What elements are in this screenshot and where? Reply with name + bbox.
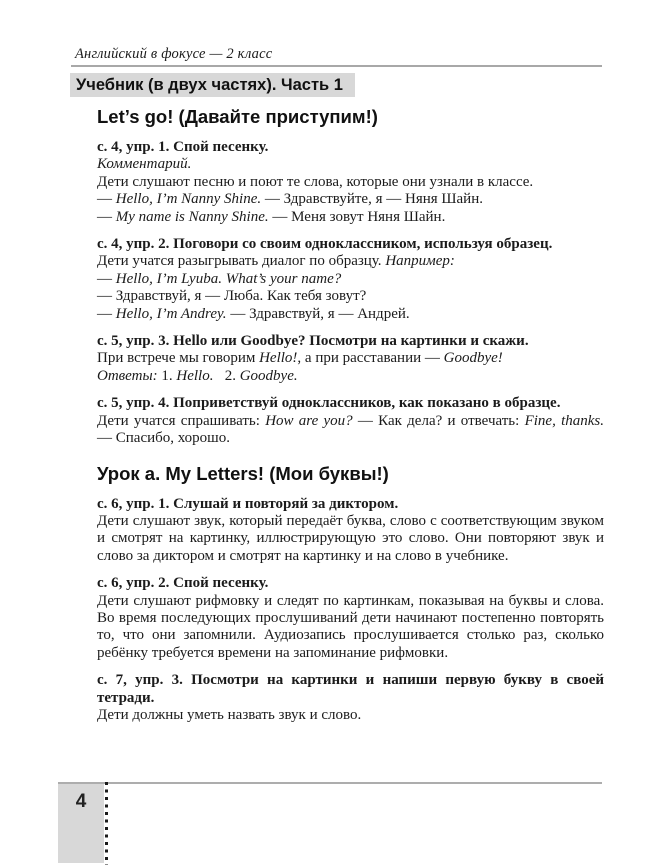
exercise-title: с. 5, упр. 4. Поприветствуй одноклассников, как показано в образце. [97, 395, 561, 412]
text-run: — [97, 270, 116, 287]
exercise-line [97, 368, 604, 385]
page-number: 4 [75, 791, 87, 812]
text-run: Hello! [259, 350, 298, 367]
exercise-title: с. 4, упр. 1. Спой песенку. [97, 139, 269, 155]
text-run: — [97, 305, 116, 322]
text-run: My name is Nanny Shine. [115, 208, 269, 225]
exercise-block [97, 672, 604, 724]
header-rule [71, 65, 602, 67]
exercise-line [97, 513, 604, 565]
exercise-line [97, 288, 604, 305]
text-run: Hello, I’m Nanny Shine. [115, 191, 262, 208]
text-run: Hello, I’m Lyuba. What’s your name? [115, 270, 342, 287]
text-run: — Здравствуй, я — Люба. Как тебя зовут? [97, 288, 367, 305]
exercise-block [97, 496, 604, 566]
text-run: Дети слушают звук, который передаёт буква, слово с соответствующим звуком и смотрят на картинку, иллюстрирующую это слово. Они повторяют звук и слово за диктором и смотрят на картинку и на слово в учебнике. [97, 512, 604, 564]
text-run: 2. [213, 367, 240, 384]
text-run: Дети слушают рифмовку и следят по картинкам, показывая на буквы и слова. Во время последующих прослушиваний дети начинают постепенно повторять то, что они запомнили. Аудиозапись прослушивается столько раз, сколько ребёнку требуется времени на запоминание рифмовки. [97, 592, 604, 661]
footer-rule [58, 782, 602, 784]
text-run: — Спасибо, хорошо. [97, 430, 230, 447]
exercise-line [97, 306, 604, 323]
text-run: — [97, 208, 116, 225]
exercise-line [97, 156, 604, 173]
exercise-block [97, 139, 604, 226]
exercise-line [97, 191, 604, 208]
exercise-block [97, 236, 604, 323]
exercise-title: с. 6, упр. 1. Слушай и повторяй за диктором. [97, 495, 399, 512]
text-run: — [97, 191, 116, 208]
exercise-line [97, 253, 604, 270]
exercise-title: с. 4, упр. 2. Поговори со своим одноклассником, используя образец. [97, 236, 553, 253]
text-run: Ответы: [97, 367, 158, 384]
text-run: Дети учатся разыгрывать диалог по образцу. [97, 253, 386, 270]
text-run: Дети должны уметь назвать звук и слово. [97, 706, 362, 723]
book-title: Учебник (в двух частях). Часть 1 [76, 75, 343, 94]
content-area [97, 106, 604, 734]
text-run: — Здравствуйте, я — Няня Шайн. [261, 191, 483, 208]
text-run: Дети учатся спрашивать: [97, 412, 266, 429]
running-head: Английский в фокусе — 2 класс [75, 46, 273, 62]
text-run: При встрече мы говорим [97, 350, 260, 367]
lesson-heading: Урок a. My Letters! (Мои буквы!) [97, 462, 389, 484]
exercise-title: с. 5, упр. 3. Hello или Goodbye? Посмотри на картинки и скажи. [97, 333, 529, 350]
exercise-line [97, 707, 604, 724]
exercise-block [97, 333, 604, 385]
exercise-line [97, 174, 604, 191]
page-number-box [58, 784, 104, 863]
exercise-line [97, 413, 604, 448]
text-run: — Меня зовут Няня Шайн. [268, 208, 446, 225]
text-run: Hello, I’m Andrey. [115, 305, 227, 322]
book-title-bar [70, 73, 355, 97]
exercise-line [97, 271, 604, 288]
text-run: , а при расставании — [297, 350, 444, 367]
exercise-title: с. 7, упр. 3. Посмотри на картинки и напиши первую букву в своей тетради. [97, 672, 604, 706]
footer-dotted-divider [105, 782, 108, 865]
text-run: Дети слушают песню и поют те слова, которые они узнали в классе. [97, 173, 534, 190]
exercise-line [97, 593, 604, 663]
exercise-line [97, 209, 604, 226]
exercise-line [97, 350, 604, 367]
text-run: 1. [157, 367, 177, 384]
exercise-block [97, 395, 604, 447]
text-run: Goodbye. [239, 367, 298, 384]
text-run: Fine, thanks. [524, 412, 605, 429]
text-run: Комментарий. [97, 156, 192, 173]
lesson-heading: Let’s go! (Давайте приступим!) [97, 106, 378, 127]
text-run: Например: [385, 253, 455, 270]
exercise-title: с. 6, упр. 2. Спой песенку. [97, 575, 269, 592]
exercise-block [97, 575, 604, 662]
text-run: Goodbye! [443, 350, 503, 367]
text-run: — Здравствуй, я — Андрей. [226, 305, 410, 322]
text-run: — Как дела? и отвечать: [352, 412, 525, 429]
text-run: How are you? [265, 412, 353, 429]
text-run: Hello. [176, 367, 214, 384]
